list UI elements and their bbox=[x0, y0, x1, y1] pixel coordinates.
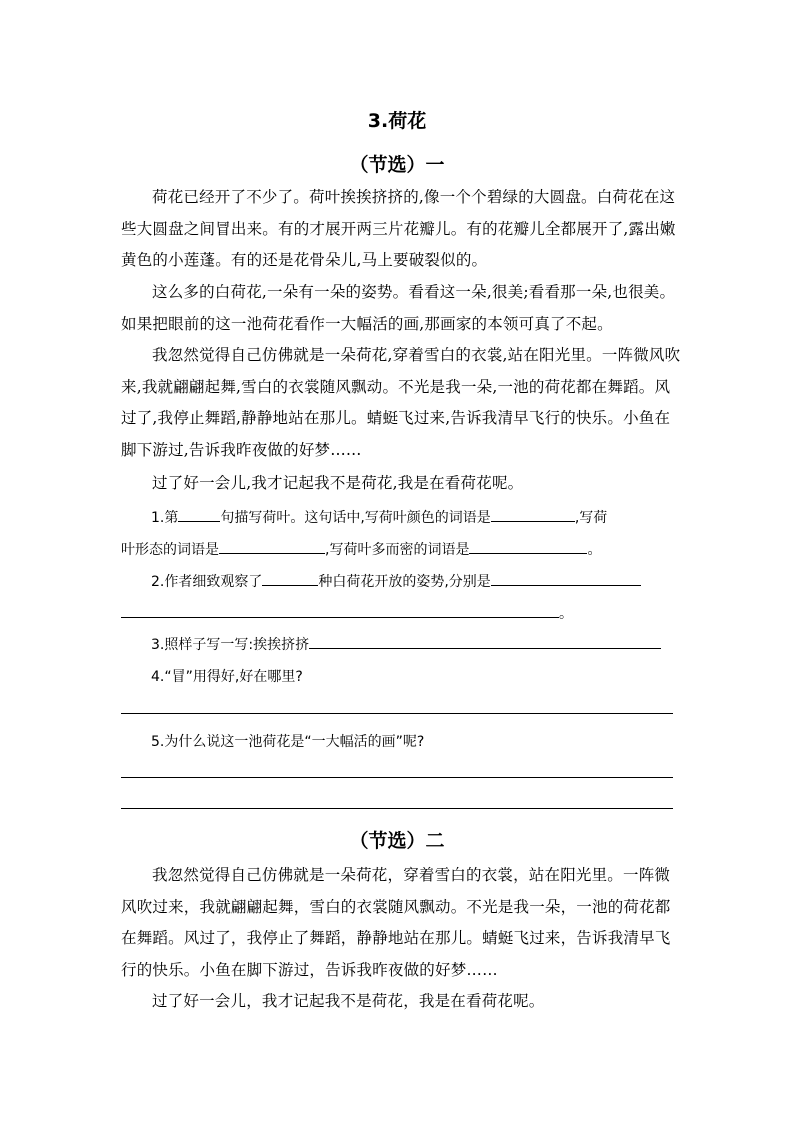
question-5-answer-line-2[interactable] bbox=[121, 808, 673, 809]
question-1-text-b: 句描写荷叶。这句话中,写荷叶颜色的词语是 bbox=[220, 510, 491, 526]
question-3-text: 3.照样子写一写:挨挨挤挤 bbox=[151, 637, 310, 653]
question-1-line-1 bbox=[151, 507, 607, 527]
question-5-answer-line-1[interactable] bbox=[121, 777, 673, 778]
section-two-heading: （节选）二 bbox=[349, 830, 445, 852]
question-2-text-c: 。 bbox=[559, 606, 573, 622]
question-1-blank-dense[interactable] bbox=[469, 539, 587, 554]
question-5-text: 5.为什么说这一池荷花是“一大幅活的画”呢? bbox=[151, 734, 425, 750]
section-one-heading: （节选）一 bbox=[349, 154, 445, 176]
passage1-paragraph-3: 我忽然觉得自己仿佛就是一朵荷花,穿着雪白的衣裳,站在阳光里。一阵微风吹来,我就翩翩起舞,雪白的衣裳随风飘动。不光是我一朵,一池的荷花都在舞蹈。风过了,我停止舞蹈,静静地站在那儿。蜻蜓飞过来,告诉我清早飞行的快乐。小鱼在脚下游过,告诉我昨夜做的好梦…… bbox=[121, 346, 681, 459]
question-1-text-e: ,写荷叶多而密的词语是 bbox=[325, 542, 470, 558]
question-1-text-f: 。 bbox=[587, 542, 602, 558]
passage2-paragraph-2: 过了好一会儿，我才记起我不是荷花，我是在看荷花呢。 bbox=[152, 992, 545, 1010]
question-2-text-b: 种白荷花开放的姿势,分别是 bbox=[318, 574, 491, 590]
question-2-blank-answer-cont[interactable] bbox=[121, 603, 559, 618]
question-2-line-2 bbox=[121, 603, 573, 623]
lesson-title: 3.荷花 bbox=[367, 110, 427, 132]
passage1-paragraph-1: 荷花已经开了不少了。荷叶挨挨挤挤的,像一个个碧绿的大圆盘。白荷花在这些大圆盘之间冒出来。有的才展开两三片花瓣儿。有的花瓣儿全都展开了,露出嫩黄色的小莲蓬。有的还是花骨朵儿,马上要破裂似的。 bbox=[121, 188, 676, 269]
passage2-paragraph-1: 我忽然觉得自己仿佛就是一朵荷花，穿着雪白的衣裳，站在阳光里。一阵微风吹过来，我就翩翩起舞，雪白的衣裳随风飘动。不光是我一朵，一池的荷花都在舞蹈。风过了，我停止了舞蹈，静静地站在那儿。蜻蜓飞过来，告诉我清早飞行的快乐。小鱼在脚下游过，告诉我昨夜做的好梦…… bbox=[121, 866, 671, 979]
question-2-blank-count[interactable] bbox=[262, 571, 318, 586]
passage1-paragraph-2: 这么多的白荷花,一朵有一朵的姿势。看看这一朵,很美;看看那一朵,也很美。如果把眼前的这一池荷花看作一大幅活的画,那画家的本领可真了不起。 bbox=[121, 283, 676, 333]
question-4-text: 4.“冒”用得好,好在哪里? bbox=[151, 669, 303, 685]
question-2-blank-answer[interactable] bbox=[491, 571, 641, 586]
question-2-line-1 bbox=[151, 571, 641, 591]
question-2-text-a: 2.作者细致观察了 bbox=[151, 574, 263, 590]
question-1-line-2 bbox=[121, 539, 601, 559]
question-1-text-a: 1.第 bbox=[151, 510, 179, 526]
question-1-text-c: ,写荷 bbox=[574, 510, 608, 526]
question-1-blank-sentence[interactable] bbox=[178, 507, 220, 522]
question-3-blank[interactable] bbox=[309, 634, 661, 649]
question-1-blank-color[interactable] bbox=[491, 507, 575, 522]
question-3-line bbox=[151, 634, 661, 654]
question-1-text-d: 叶形态的词语是 bbox=[121, 542, 219, 558]
question-4-answer-line[interactable] bbox=[121, 713, 673, 714]
question-1-blank-shape[interactable] bbox=[219, 539, 325, 554]
passage1-paragraph-4: 过了好一会儿,我才记起我不是荷花,我是在看荷花呢。 bbox=[152, 474, 524, 492]
